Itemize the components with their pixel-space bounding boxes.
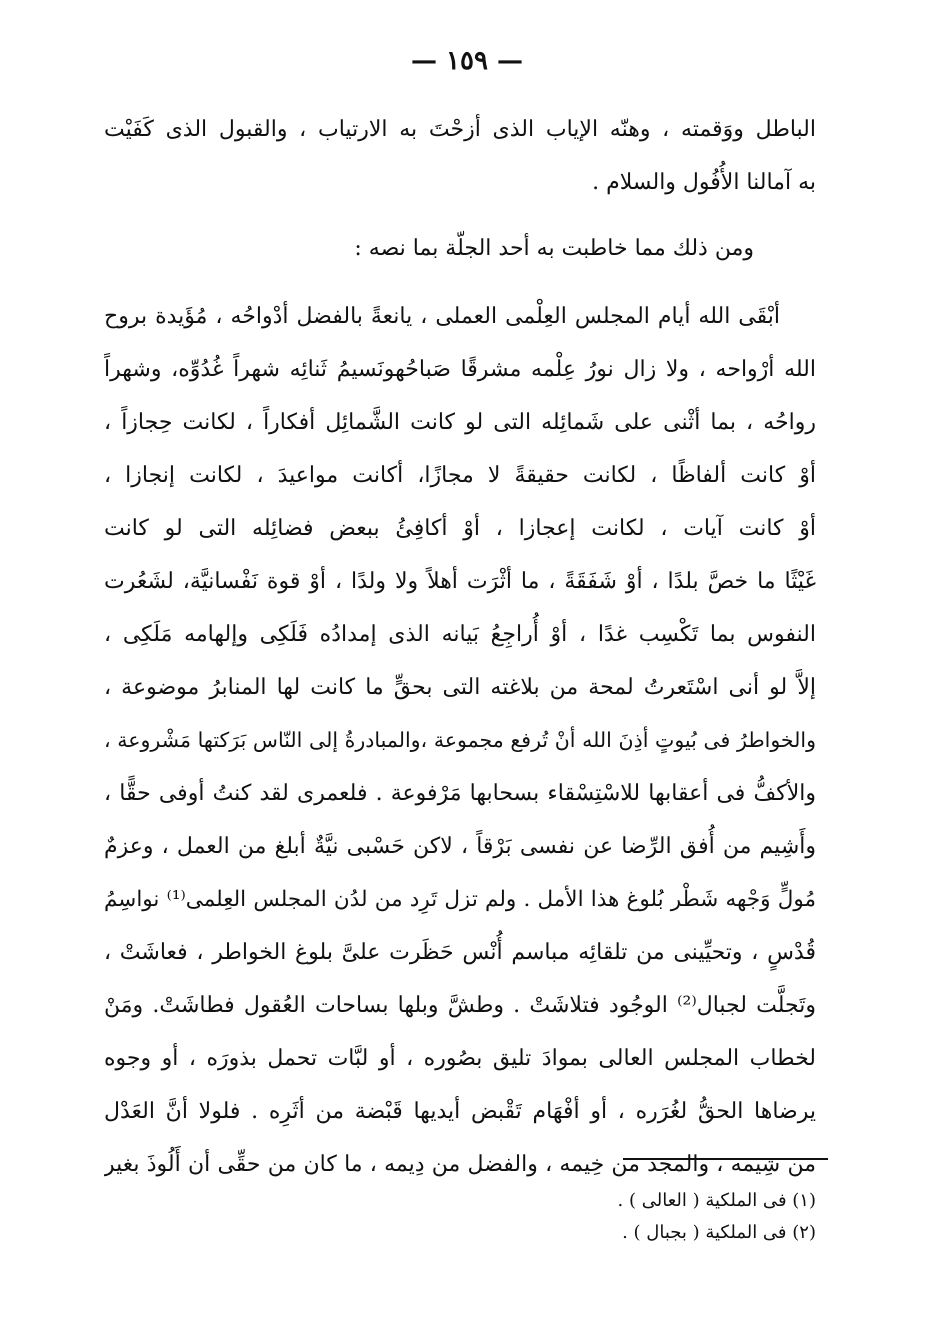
- intro-line: الباطل ووَقمته ، وهنّه الإياب الذى أزحْتَ به الارتياب ، والقبول الذى كَفَيْت: [104, 117, 816, 142]
- body-line: غَيْثًا ما خصَّ بلدًا ، أوْ شَفَقَةً ، ما أثْرَت أهلاً ولا ولدًا ، أوْ قوة نَفْسانيَّة، لشَعُرت: [104, 569, 816, 594]
- body-line: قُدْسٍ ، وتحيِّينى من تلقائِه مباسم أُنْس حَظَرت علىَّ بلوغ الخواطر ، فعاشَتْ ،: [104, 940, 816, 965]
- body-line: يرضاها الحقُّ لغُرَره ، أو أفْهَام تَقْبض أيديها قَبْضة من أثَرِه . فلولا أنَّ العَدْل: [104, 1099, 816, 1124]
- footnote-separator: [623, 1158, 828, 1160]
- body-line: وتَجلَّت لجبال⁽²⁾ الوجُود فتلاشَتْ . وطشَّ وبلها بساحات العُقول فطاشَتْ. ومَنْ: [104, 993, 816, 1018]
- intro-paragraph: [104, 103, 816, 209]
- body-line: أوْ كانت ألفاظًا ، لكانت حقيقةً لا مجازًا، أكانت مواعيدَ ، لكانت إنجازا ،: [104, 463, 816, 488]
- footnote-1: (١) فى الملكية ( العالى ) .: [617, 1190, 816, 1211]
- body-line: الله أرْواحه ، ولا زال نورُ عِلْمه مشرقًا صَباحُهونَسيمُ ثَنائِه شهراً غُدُوِّه، وشهراً: [104, 357, 816, 382]
- body-line: والأكفُّ فى أعقابها للاسْتِسْقاء بسحابها مَرْفوعة . فلعمرى لقد كنتُ أوفى حقًّا ،: [104, 781, 816, 806]
- footnote-2: (٢) فى الملكية ( بجبال ) .: [622, 1222, 816, 1243]
- body-line: وأَشِيم من أُفق الرِّضا عن نفسى بَرْقاً ، لاكن حَسْبى نيَّةٌ أبلغ من العمل ، وعزمٌ: [104, 834, 816, 859]
- page-number: — ١٥٩ —: [410, 46, 524, 76]
- body-paragraph: [104, 290, 816, 1191]
- body-line: لخطاب المجلس العالى بموادَ تليق بصُوره ، أو لبَّات تحمل بذورَه ، أو وجوه: [104, 1046, 816, 1071]
- body-line: النفوس بما تَكْسِب غدًا ، أوْ أُراجِعُ بَيانه الذى إمدادُه فَلَكِى وإلهامه مَلَكِى ،: [104, 622, 816, 647]
- intro-line: به آمالنا الأُفُول والسلام .: [592, 170, 816, 195]
- section-heading: ومن ذلك مما خاطبت به أحد الجلّة بما نصه :: [354, 236, 754, 261]
- body-line: أوْ كانت آيات ، لكانت إعجازا ، أوْ أكافِئُ ببعض فضائِله التى لو كانت: [104, 516, 816, 541]
- body-line: مُولٍّ وَجْهه شَطْر بُلوغ هذا الأمل . ولم تزل تَرِد من لدُن المجلس العِلمى⁽¹⁾ نواسِمُ: [104, 887, 816, 912]
- body-line: والخواطرُ فى بُيوتٍ أذِنَ الله أنْ تُرفع مجموعة ،والمبادرةُ إلى النّاس بَرَكتها مَشْروعة ،: [104, 728, 816, 752]
- body-line: إلاَّ لو أنى اسْتَعرتُ لمحة من بلاغته التى بحقٍّ ما كانت لها المنابرُ موضوعة ،: [104, 675, 816, 700]
- body-line: أبْقَى الله أيام المجلس العِلْمى العملى ، يانعةً بالفضل أدْواحُه ، مُؤَيدة بروح: [104, 304, 780, 329]
- footnotes: [396, 1185, 816, 1249]
- body-line: رواحُه ، بما أثْنى على شَمائِله التى لو كانت الشَّمائِل أفكاراً ، لكانت حِجازاً ،: [104, 410, 816, 435]
- body-line: من شِيمه ، والمجد من خِيمه ، والفضل من دِيمه ، ما كان من حقِّى أن أَلُوذَ بغير: [104, 1152, 816, 1177]
